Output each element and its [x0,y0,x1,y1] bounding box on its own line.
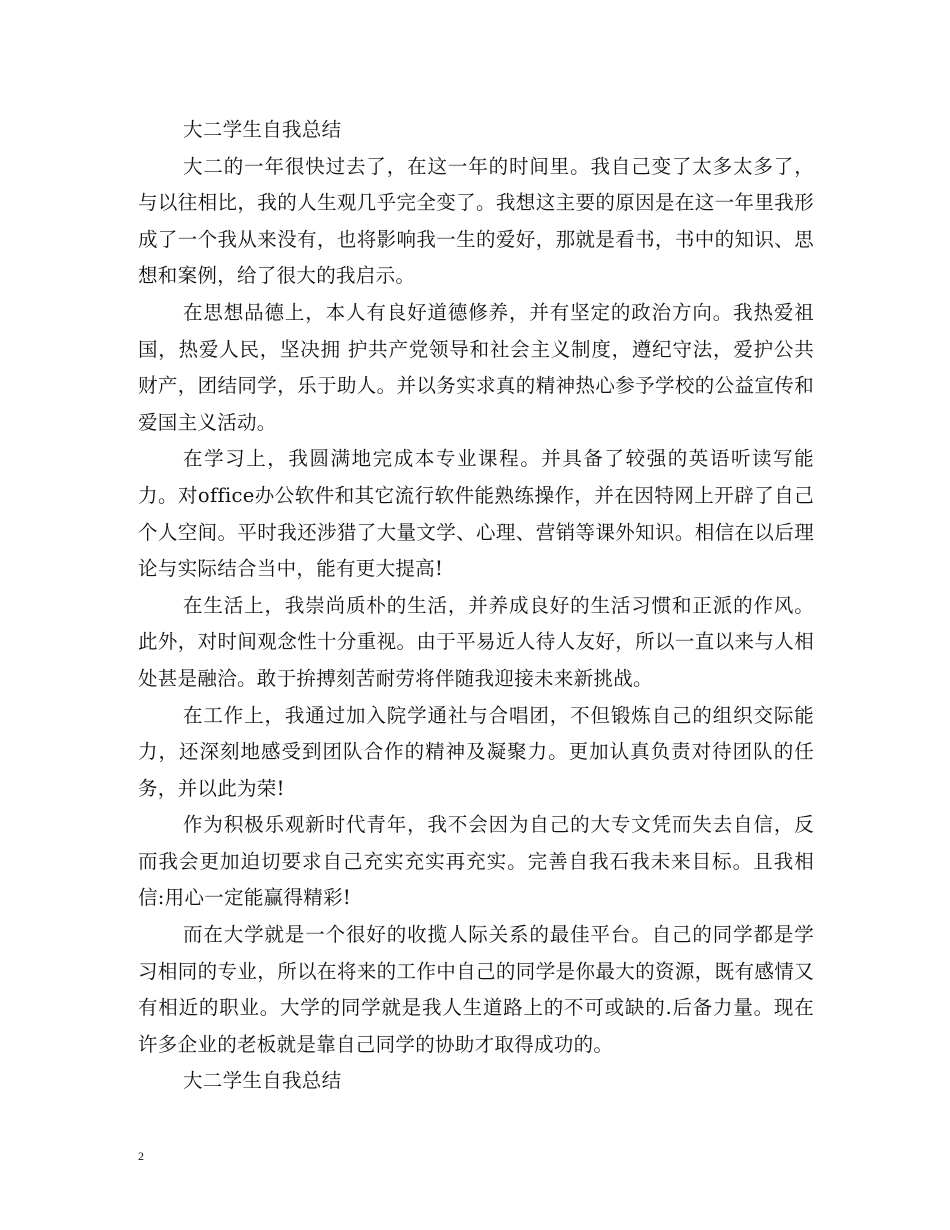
paragraph-4: 在生活上，我崇尚质朴的生活，并养成良好的生活习惯和正派的作风。此外，对时间观念性十分重视。由于平易近人待人友好，所以一直以来与人相处甚是融洽。敢于拚搏刻苦耐劳将伴随我迎接未来新挑战。 [138,593,814,690]
page-number: 2 [138,1149,144,1163]
closing-title: 大二学生自我总结 [183,1069,342,1093]
paragraph-6: 作为积极乐观新时代青年，我不会因为自己的大专文凭而失去自信，反而我会更加迫切要求自己充实充实再充实。完善自我石我未来目标。且我相信:用心一定能赢得精彩! [138,813,814,910]
paragraph-5: 在工作上，我通过加入院学通社与合唱团，不但锻炼自己的组织交际能力，还深刻地感受到团队合作的精神及凝聚力。更加认真负责对待团队的任务，并以此为荣! [138,703,814,800]
paragraph-7: 而在大学就是一个很好的收揽人际关系的最佳平台。自己的同学都是学习相同的专业，所以在将来的工作中自己的同学是你最大的资源，既有感情又有相近的职业。大学的同学就是我人生道路上的不可或缺的.后备力量。现在许多企业的老板就是靠自己同学的协助才取得成功的。 [138,923,814,1056]
paragraph-2: 在思想品德上，本人有良好道德修养，并有坚定的政治方向。我热爱祖国，热爱人民，坚决拥 护共产党领导和社会主义制度，遵纪守法，爱护公共财产，团结同学，乐于助人。并以务实求真的精神热心参予学校的公益宣传和爱国主义活动。 [138,300,814,434]
document-body [138,112,814,1100]
paragraph-3: 在学习上，我圆满地完成本专业课程。并具备了较强的英语听读写能力。对office办公软件和其它流行软件能熟练操作，并在因特网上开辟了自己个人空间。平时我还涉猎了大量文学、心理、营销等课外知识。相信在以后理论与实际结合当中，能有更大提高! [138,447,814,581]
paragraph-1: 大二的一年很快过去了，在这一年的时间里。我自己变了太多太多了，与以往相比，我的人生观几乎完全变了。我想这主要的原因是在这一年里我形成了一个我从来没有，也将影响我一生的爱好，那就是看书，书中的知识、思想和案例，给了很大的我启示。 [138,154,814,288]
document-title: 大二学生自我总结 [183,118,342,141]
